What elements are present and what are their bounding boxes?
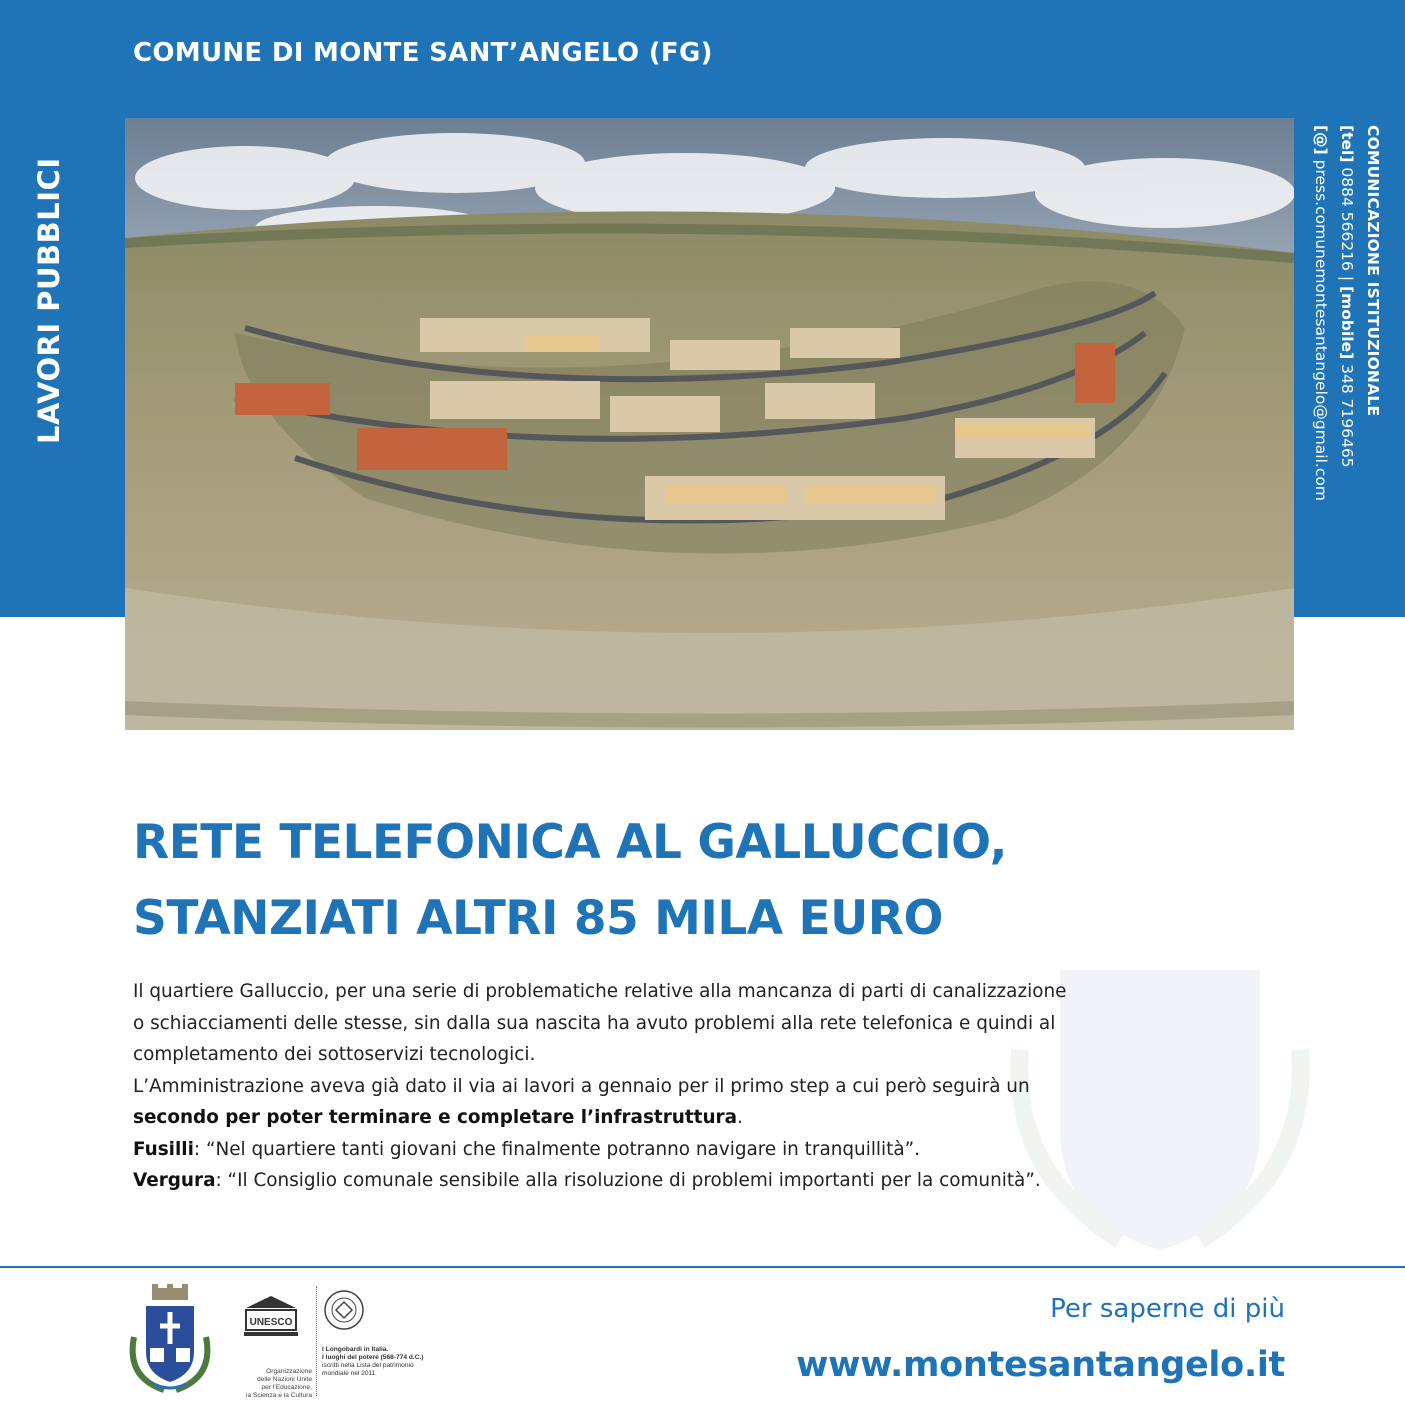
quote-vergura [133, 1165, 1313, 1197]
unesco-caption [222, 1368, 312, 1400]
tel-number: 0884 566216 | [1338, 167, 1356, 282]
contact-email-line [1308, 125, 1334, 501]
body-line-5 [133, 1102, 1313, 1134]
website-link[interactable]: www.montesantangelo.it [796, 1345, 1285, 1385]
aerial-photo [125, 118, 1294, 730]
body-line-4: L’Amministrazione aveva già dato il via ai lavori a gennaio per il primo step a cui però seguirà un [133, 1075, 1030, 1097]
heritage-text-line-1: iscritti nella Lista del patrimonio [322, 1362, 414, 1369]
contact-phone-line [1334, 125, 1360, 501]
body-line-1: Il quartiere Galluccio, per una serie di problematiche relative alla mancanza di parti di canalizzazione [133, 981, 1067, 1002]
tel-label: [tel] [1338, 125, 1356, 163]
headline-line-1: RETE TELEFONICA AL GALLUCCIO, [133, 815, 1007, 870]
body-line-3: completamento dei sottoservizi tecnologici. [133, 1044, 536, 1065]
footer-divider [0, 1266, 1405, 1268]
contact-heading: COMUNICAZIONE ISTITUZIONALE [1364, 125, 1382, 417]
unesco-wordmark: UNESCO [249, 1317, 293, 1328]
unesco-caption-line-1: Organizzazione [266, 1368, 312, 1375]
municipality-title: COMUNE DI MONTE SANT’ANGELO (FG) [133, 38, 713, 68]
unesco-caption-line-3: per l’Educazione, [261, 1384, 312, 1391]
heritage-site-caption [322, 1346, 424, 1378]
mobile-number: 348 7196465 [1338, 364, 1356, 468]
email-label: [@] [1312, 125, 1330, 155]
quote-fusilli-text: : “Nel quartiere tanti giovani che finalmente potranno navigare in tranquillità”. [193, 1138, 921, 1160]
section-label: LAVORI PUBBLICI [32, 157, 66, 444]
heritage-title-line-1: I Longobardi in Italia. [322, 1346, 389, 1353]
email-address: press.comunemontesantangelo@gmail.com [1312, 159, 1330, 501]
body-line-2: o schiacciamenti delle stesse, sin dalla sua nascita ha avuto problemi alla rete telefonica e quindi al [133, 1012, 1056, 1034]
quote-vergura-name: Vergura [133, 1170, 216, 1191]
heritage-text-line-2: mondiale nel 2011 [322, 1370, 376, 1377]
body-line-5-bold: secondo per poter terminare e completare l’infrastruttura [133, 1107, 738, 1128]
body-line-5-end: . [737, 1107, 743, 1128]
mobile-label: [mobile] [1338, 285, 1356, 360]
headline-line-2: STANZIATI ALTRI 85 MILA EURO [133, 891, 943, 946]
quote-fusilli [133, 1134, 1313, 1166]
municipal-crest-logo [124, 1282, 216, 1394]
aerial-photo-illustration [125, 118, 1294, 730]
unesco-caption-line-2: delle Nazioni Unite [257, 1376, 312, 1383]
unesco-caption-line-4: la Scienza e la Cultura [246, 1392, 312, 1399]
quote-fusilli-name: Fusilli [133, 1138, 194, 1160]
logo-divider [316, 1286, 317, 1396]
world-heritage-emblem-icon [322, 1288, 366, 1332]
contact-block [1308, 125, 1386, 501]
quote-vergura-text: : “Il Consiglio comunale sensibile alla risoluzione di problemi importanti per la comunità”. [215, 1170, 1041, 1191]
more-info-label: Per saperne di più [1050, 1294, 1285, 1324]
article-body [133, 976, 1313, 1197]
heritage-title-line-2: I luoghi del potere (568-774 d.C.) [322, 1354, 424, 1361]
